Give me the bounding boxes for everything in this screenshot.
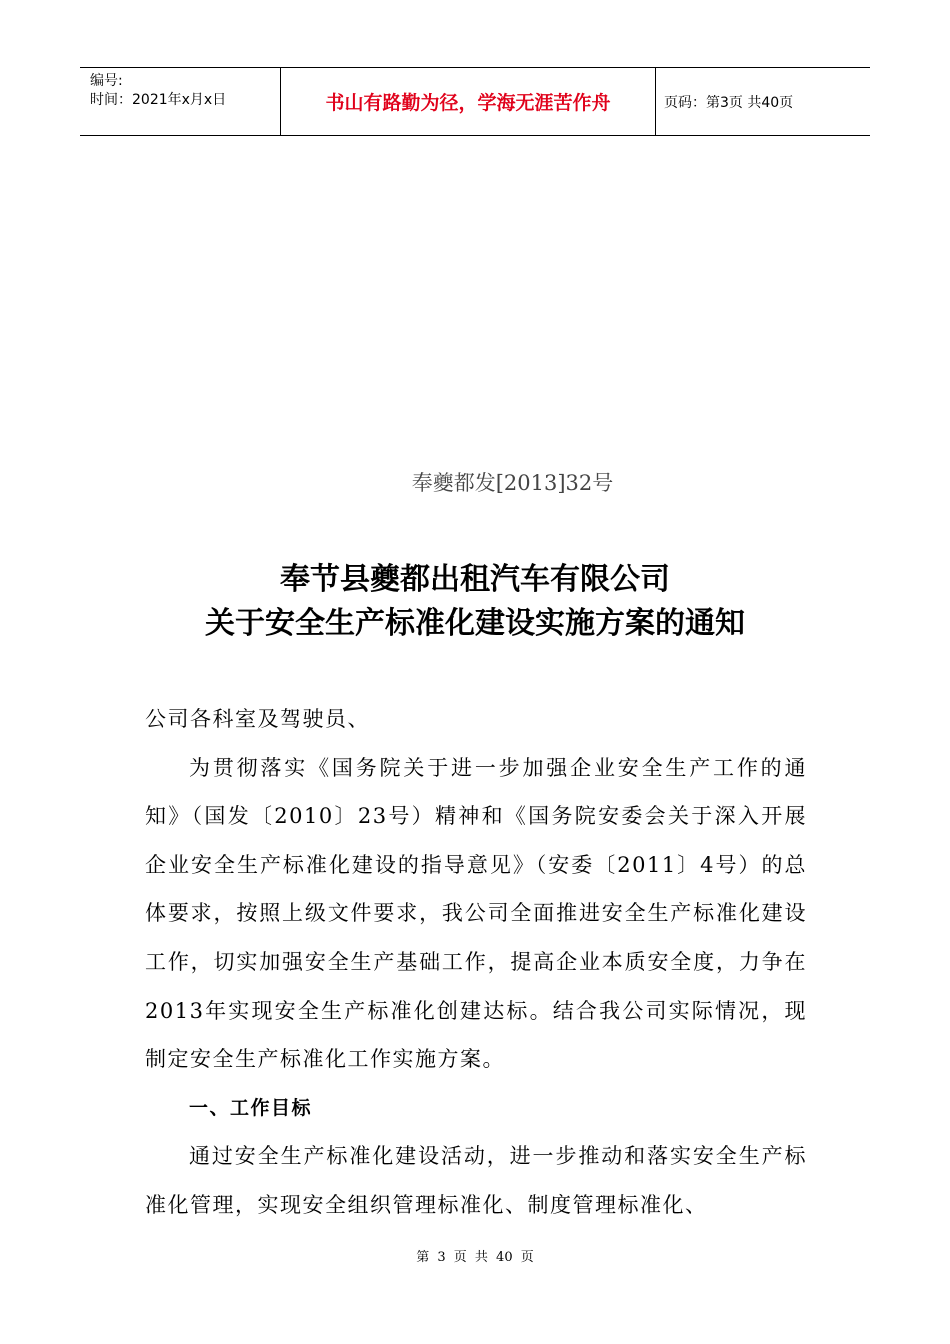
- document-body: [145, 695, 807, 1230]
- header-table: [80, 67, 870, 136]
- document-number: 奉夔都发[2013]32号: [411, 471, 614, 495]
- salutation: 公司各科室及驾驶员、: [145, 707, 370, 731]
- header-meta: [80, 68, 281, 135]
- document-title: [0, 558, 950, 646]
- paragraph-2: 通过安全生产标准化建设活动，进一步推动和落实安全生产标准化管理，实现安全组织管理标准化、制度管理标准化、: [145, 1144, 807, 1217]
- header-motto: 书山有路勤为径，学海无涯苦作舟: [281, 68, 656, 135]
- title-line-2: 关于安全生产标准化建设实施方案的通知: [205, 606, 745, 641]
- header-page-info: 页码：第3页 共40页: [664, 94, 794, 111]
- page-footer: 第 3 页 共 40 页: [416, 1250, 534, 1265]
- time-label: 时间：2021年x月x日: [90, 92, 227, 108]
- section-heading-1: 一、工作目标: [189, 1096, 313, 1119]
- number-label: 编号:: [90, 73, 123, 89]
- paragraph-1: 为贯彻落实《国务院关于进一步加强企业安全生产工作的通知》（国发〔2010〕23号）精神和《国务院安委会关于深入开展企业安全生产标准化建设的指导意见》（安委〔2011〕4号）的总体要求，按照上级文件要求，我公司全面推进安全生产标准化建设工作，切实加强安全生产基础工作，提高企业本质安全度，力争在2013年实现安全生产标准化创建达标。结合我公司实际情况，现制定安全生产标准化工作实施方案。: [145, 755, 807, 1072]
- title-line-1: 奉节县夔都出租汽车有限公司: [280, 562, 670, 597]
